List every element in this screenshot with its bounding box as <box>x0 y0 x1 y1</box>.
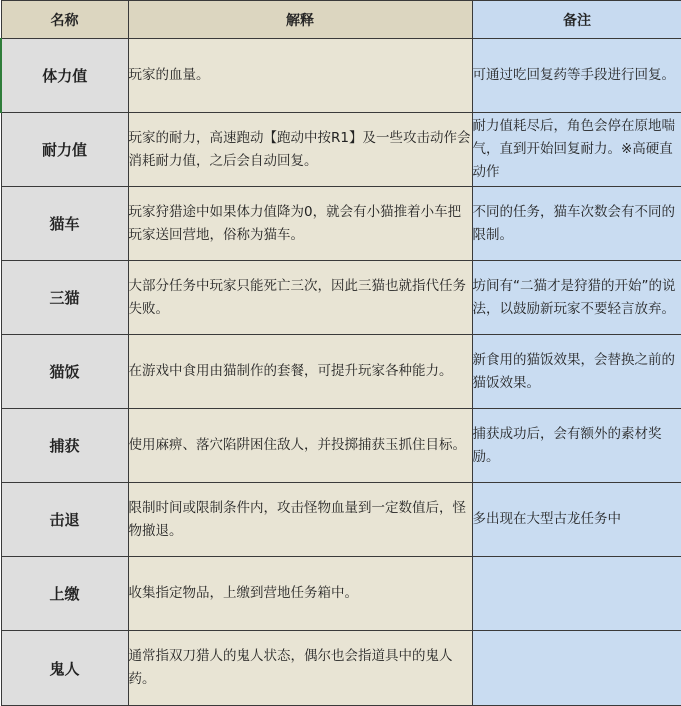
term-cell: 鬼人 <box>1 631 128 706</box>
term-cell: 体力值 <box>1 39 128 113</box>
table-row <box>1 483 681 557</box>
table-row <box>1 557 681 631</box>
note-cell: 耐力值耗尽后，角色会停在原地喘气，直到开始回复耐力。※高硬直动作 <box>472 113 681 187</box>
note-cell: 不同的任务，猫车次数会有不同的限制。 <box>472 187 681 261</box>
description-cell: 大部分任务中玩家只能死亡三次，因此三猫也就指代任务失败。 <box>128 261 472 335</box>
term-cell: 捕获 <box>1 409 128 483</box>
term-cell: 三猫 <box>1 261 128 335</box>
description-cell: 通常指双刀猎人的鬼人状态，偶尔也会指道具中的鬼人药。 <box>128 631 472 706</box>
note-cell: 坊间有“二猫才是狩猎的开始”的说法，以鼓励新玩家不要轻言放弃。 <box>472 261 681 335</box>
table-row <box>1 187 681 261</box>
term-cell: 耐力值 <box>1 113 128 187</box>
note-cell: 捕获成功后，会有额外的素材奖励。 <box>472 409 681 483</box>
description-cell: 玩家狩猎途中如果体力值降为0，就会有小猫推着小车把玩家送回营地，俗称为猫车。 <box>128 187 472 261</box>
term-cell: 猫车 <box>1 187 128 261</box>
table-row <box>1 39 681 113</box>
description-cell: 玩家的耐力，高速跑动【跑动中按R1】及一些攻击动作会消耗耐力值，之后会自动回复。 <box>128 113 472 187</box>
term-cell: 击退 <box>1 483 128 557</box>
header-note: 备注 <box>472 1 681 39</box>
note-cell: 新食用的猫饭效果，会替换之前的猫饭效果。 <box>472 335 681 409</box>
note-cell <box>472 631 681 706</box>
description-cell: 玩家的血量。 <box>128 39 472 113</box>
table-row <box>1 409 681 483</box>
note-cell <box>472 557 681 631</box>
table-row <box>1 631 681 706</box>
table-row <box>1 335 681 409</box>
note-cell: 可通过吃回复药等手段进行回复。 <box>472 39 681 113</box>
description-cell: 使用麻痹、落穴陷阱困住敌人，并投掷捕获玉抓住目标。 <box>128 409 472 483</box>
description-cell: 收集指定物品，上缴到营地任务箱中。 <box>128 557 472 631</box>
description-cell: 限制时间或限制条件内，攻击怪物血量到一定数值后，怪物撤退。 <box>128 483 472 557</box>
header-name: 名称 <box>1 1 128 39</box>
description-cell: 在游戏中食用由猫制作的套餐，可提升玩家各种能力。 <box>128 335 472 409</box>
header-row <box>1 1 681 39</box>
table-row <box>1 261 681 335</box>
term-cell: 上缴 <box>1 557 128 631</box>
table-row <box>1 113 681 187</box>
note-cell: 多出现在大型古龙任务中 <box>472 483 681 557</box>
term-cell: 猫饭 <box>1 335 128 409</box>
header-description: 解释 <box>128 1 472 39</box>
